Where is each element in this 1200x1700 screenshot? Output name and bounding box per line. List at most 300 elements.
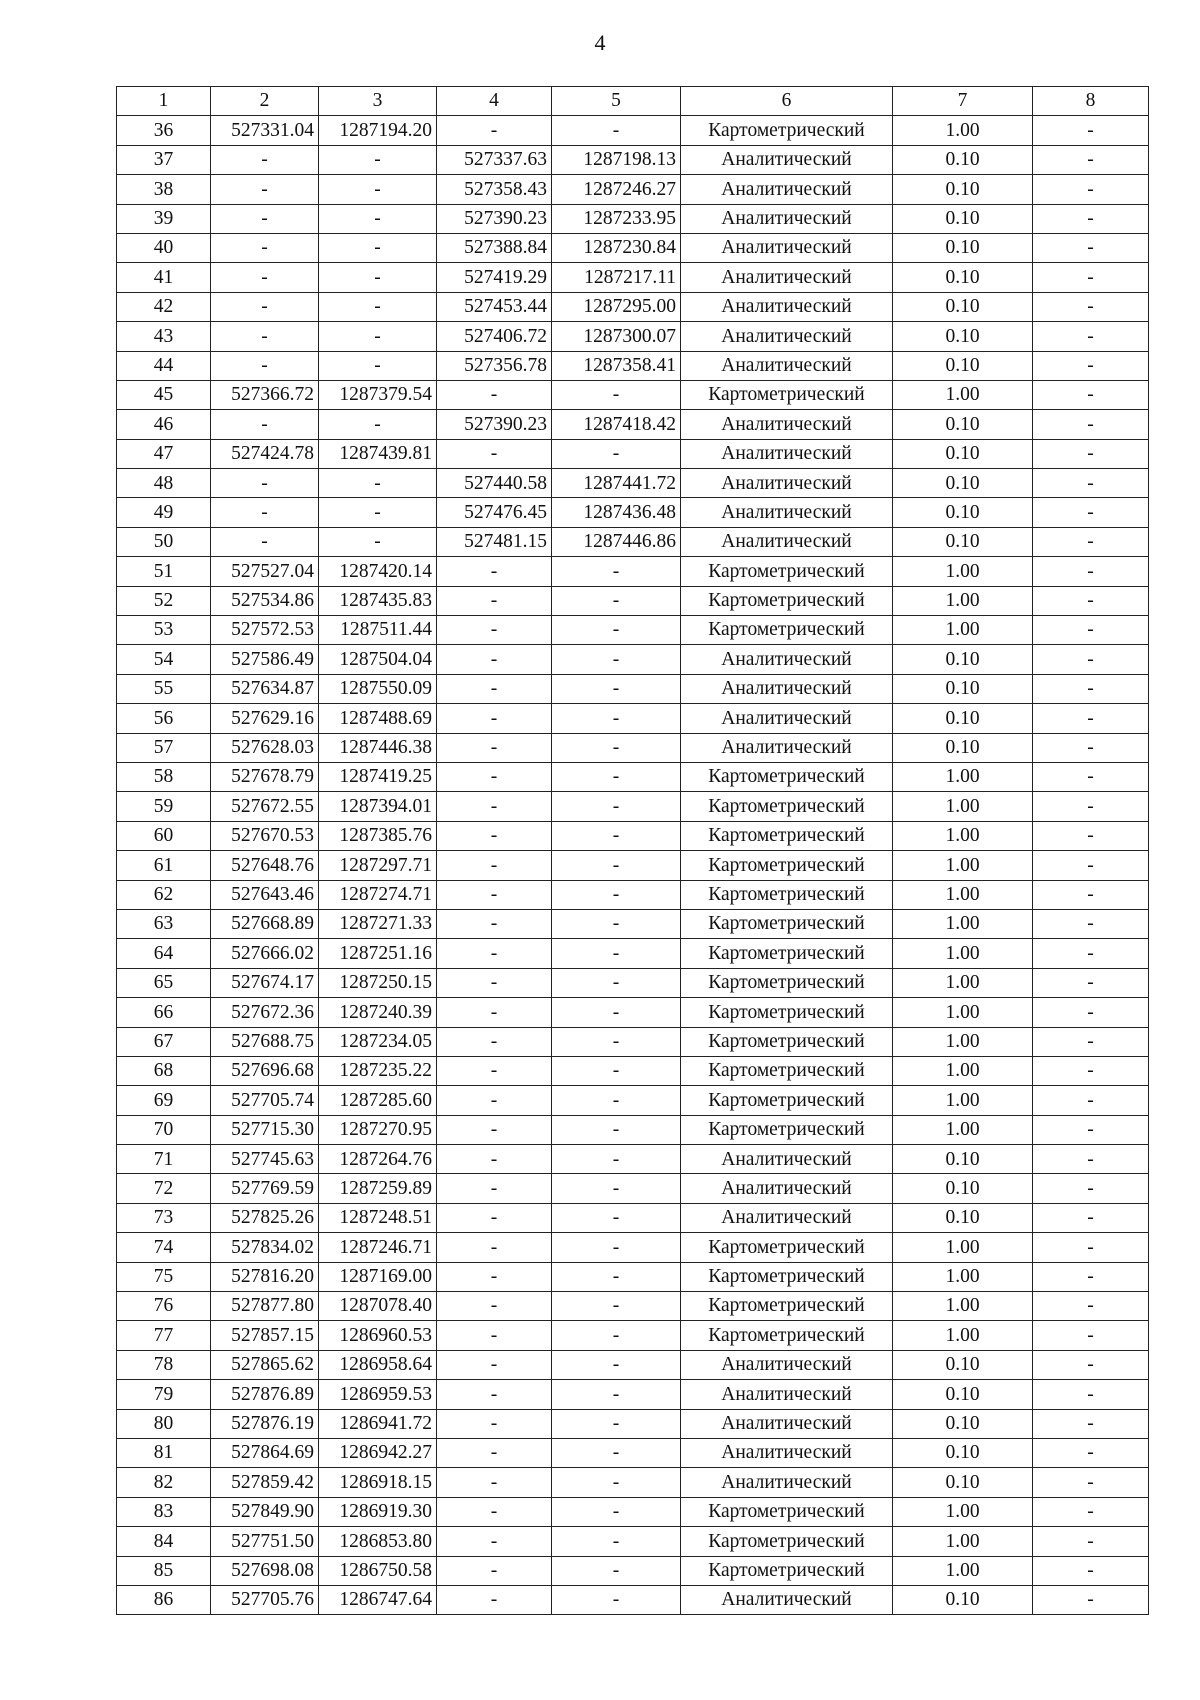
cell-point-number: 47 bbox=[117, 439, 211, 468]
table-row bbox=[117, 704, 1149, 733]
cell-note: - bbox=[1033, 292, 1149, 321]
cell-x-coord-existing: 527628.03 bbox=[211, 733, 319, 762]
cell-method: Аналитический bbox=[681, 645, 893, 674]
cell-y-coord-existing: 1287264.76 bbox=[319, 1145, 437, 1174]
table-row bbox=[117, 498, 1149, 527]
cell-method: Картометрический bbox=[681, 1556, 893, 1585]
cell-accuracy: 0.10 bbox=[893, 645, 1033, 674]
cell-method: Аналитический bbox=[681, 292, 893, 321]
cell-note: - bbox=[1033, 1556, 1149, 1585]
cell-x-coord-existing: 527629.16 bbox=[211, 704, 319, 733]
table-row bbox=[117, 439, 1149, 468]
cell-method: Картометрический bbox=[681, 1086, 893, 1115]
cell-accuracy: 0.10 bbox=[893, 233, 1033, 262]
cell-x-coord-existing: 527534.86 bbox=[211, 586, 319, 615]
cell-x-coord-existing: 527668.89 bbox=[211, 909, 319, 938]
cell-note: - bbox=[1033, 204, 1149, 233]
cell-method: Аналитический bbox=[681, 733, 893, 762]
cell-y-coord-existing: 1287379.54 bbox=[319, 380, 437, 409]
cell-note: - bbox=[1033, 351, 1149, 380]
cell-method: Картометрический bbox=[681, 1497, 893, 1526]
cell-x-coord-new: - bbox=[437, 1086, 552, 1115]
cell-accuracy: 1.00 bbox=[893, 380, 1033, 409]
table-row bbox=[117, 880, 1149, 909]
cell-point-number: 59 bbox=[117, 792, 211, 821]
cell-accuracy: 1.00 bbox=[893, 998, 1033, 1027]
cell-y-coord-existing: 1287394.01 bbox=[319, 792, 437, 821]
cell-y-coord-existing: 1287271.33 bbox=[319, 909, 437, 938]
cell-x-coord-existing: 527849.90 bbox=[211, 1497, 319, 1526]
cell-x-coord-new: - bbox=[437, 762, 552, 791]
cell-method: Картометрический bbox=[681, 909, 893, 938]
cell-accuracy: 1.00 bbox=[893, 1086, 1033, 1115]
cell-note: - bbox=[1033, 1027, 1149, 1056]
cell-y-coord-existing: - bbox=[319, 263, 437, 292]
cell-point-number: 58 bbox=[117, 762, 211, 791]
cell-y-coord-new: - bbox=[552, 1086, 681, 1115]
cell-x-coord-new: - bbox=[437, 439, 552, 468]
cell-note: - bbox=[1033, 469, 1149, 498]
cell-y-coord-new: - bbox=[552, 1203, 681, 1232]
cell-note: - bbox=[1033, 1321, 1149, 1350]
cell-x-coord-new: - bbox=[437, 1174, 552, 1203]
table-body bbox=[117, 116, 1149, 1615]
cell-accuracy: 0.10 bbox=[893, 263, 1033, 292]
cell-y-coord-new: - bbox=[552, 1233, 681, 1262]
cell-x-coord-new: - bbox=[437, 1497, 552, 1526]
cell-point-number: 57 bbox=[117, 733, 211, 762]
cell-y-coord-existing: 1287169.00 bbox=[319, 1262, 437, 1291]
cell-note: - bbox=[1033, 645, 1149, 674]
cell-y-coord-existing: 1286959.53 bbox=[319, 1380, 437, 1409]
cell-x-coord-new: - bbox=[437, 1203, 552, 1232]
cell-y-coord-existing: 1287270.95 bbox=[319, 1115, 437, 1144]
cell-x-coord-new: - bbox=[437, 1380, 552, 1409]
cell-y-coord-existing: 1287274.71 bbox=[319, 880, 437, 909]
cell-note: - bbox=[1033, 527, 1149, 556]
cell-y-coord-new: - bbox=[552, 1556, 681, 1585]
cell-point-number: 53 bbox=[117, 616, 211, 645]
cell-accuracy: 0.10 bbox=[893, 1585, 1033, 1614]
cell-note: - bbox=[1033, 586, 1149, 615]
table-row bbox=[117, 909, 1149, 938]
cell-x-coord-new: - bbox=[437, 968, 552, 997]
cell-x-coord-existing: - bbox=[211, 292, 319, 321]
cell-x-coord-new: - bbox=[437, 1027, 552, 1056]
cell-y-coord-new: 1287230.84 bbox=[552, 233, 681, 262]
cell-method: Картометрический bbox=[681, 616, 893, 645]
cell-point-number: 86 bbox=[117, 1585, 211, 1614]
cell-y-coord-existing: 1286747.64 bbox=[319, 1585, 437, 1614]
cell-y-coord-existing: 1287504.04 bbox=[319, 645, 437, 674]
cell-y-coord-new: - bbox=[552, 939, 681, 968]
cell-note: - bbox=[1033, 880, 1149, 909]
cell-method: Аналитический bbox=[681, 175, 893, 204]
cell-x-coord-new: - bbox=[437, 1115, 552, 1144]
table-row bbox=[117, 1027, 1149, 1056]
cell-point-number: 49 bbox=[117, 498, 211, 527]
page-number: 4 bbox=[594, 30, 606, 55]
table-row bbox=[117, 645, 1149, 674]
cell-y-coord-existing: 1286941.72 bbox=[319, 1409, 437, 1438]
cell-accuracy: 1.00 bbox=[893, 616, 1033, 645]
cell-y-coord-new: 1287295.00 bbox=[552, 292, 681, 321]
cell-x-coord-existing: 527674.17 bbox=[211, 968, 319, 997]
cell-x-coord-new: 527481.15 bbox=[437, 527, 552, 556]
cell-note: - bbox=[1033, 116, 1149, 145]
cell-x-coord-existing: 527877.80 bbox=[211, 1292, 319, 1321]
cell-note: - bbox=[1033, 557, 1149, 586]
cell-x-coord-new: - bbox=[437, 909, 552, 938]
cell-y-coord-new: - bbox=[552, 1468, 681, 1497]
cell-x-coord-existing: 527857.15 bbox=[211, 1321, 319, 1350]
cell-method: Аналитический bbox=[681, 674, 893, 703]
cell-point-number: 76 bbox=[117, 1292, 211, 1321]
cell-x-coord-existing: 527670.53 bbox=[211, 821, 319, 850]
cell-accuracy: 0.10 bbox=[893, 704, 1033, 733]
cell-accuracy: 1.00 bbox=[893, 1321, 1033, 1350]
cell-note: - bbox=[1033, 733, 1149, 762]
cell-method: Аналитический bbox=[681, 410, 893, 439]
cell-accuracy: 1.00 bbox=[893, 1262, 1033, 1291]
cell-x-coord-existing: 527672.55 bbox=[211, 792, 319, 821]
cell-y-coord-new: - bbox=[552, 439, 681, 468]
table-row bbox=[117, 1556, 1149, 1585]
cell-method: Картометрический bbox=[681, 880, 893, 909]
cell-y-coord-new: - bbox=[552, 1174, 681, 1203]
cell-y-coord-existing: 1287078.40 bbox=[319, 1292, 437, 1321]
cell-point-number: 71 bbox=[117, 1145, 211, 1174]
cell-method: Аналитический bbox=[681, 204, 893, 233]
cell-note: - bbox=[1033, 175, 1149, 204]
column-header-6: 6 bbox=[681, 87, 893, 116]
cell-method: Аналитический bbox=[681, 263, 893, 292]
cell-y-coord-new: - bbox=[552, 968, 681, 997]
cell-point-number: 38 bbox=[117, 175, 211, 204]
cell-x-coord-existing: - bbox=[211, 145, 319, 174]
cell-x-coord-new: - bbox=[437, 1438, 552, 1467]
cell-y-coord-new: - bbox=[552, 1321, 681, 1350]
table-row bbox=[117, 527, 1149, 556]
cell-accuracy: 1.00 bbox=[893, 851, 1033, 880]
cell-method: Аналитический bbox=[681, 439, 893, 468]
cell-point-number: 72 bbox=[117, 1174, 211, 1203]
column-header-5: 5 bbox=[552, 87, 681, 116]
cell-note: - bbox=[1033, 410, 1149, 439]
cell-x-coord-existing: 527769.59 bbox=[211, 1174, 319, 1203]
cell-accuracy: 1.00 bbox=[893, 762, 1033, 791]
table-row bbox=[117, 1497, 1149, 1526]
cell-x-coord-new: - bbox=[437, 645, 552, 674]
cell-note: - bbox=[1033, 1262, 1149, 1291]
cell-note: - bbox=[1033, 674, 1149, 703]
cell-y-coord-existing: 1287550.09 bbox=[319, 674, 437, 703]
table-row bbox=[117, 851, 1149, 880]
cell-y-coord-new: - bbox=[552, 1380, 681, 1409]
cell-y-coord-existing: 1287285.60 bbox=[319, 1086, 437, 1115]
cell-accuracy: 1.00 bbox=[893, 1527, 1033, 1556]
cell-method: Аналитический bbox=[681, 498, 893, 527]
table-row bbox=[117, 1115, 1149, 1144]
table-header-row bbox=[117, 87, 1149, 116]
cell-x-coord-existing: - bbox=[211, 469, 319, 498]
cell-y-coord-existing: 1286960.53 bbox=[319, 1321, 437, 1350]
cell-y-coord-new: 1287446.86 bbox=[552, 527, 681, 556]
cell-point-number: 36 bbox=[117, 116, 211, 145]
cell-note: - bbox=[1033, 1585, 1149, 1614]
cell-point-number: 50 bbox=[117, 527, 211, 556]
cell-method: Картометрический bbox=[681, 792, 893, 821]
cell-x-coord-new: - bbox=[437, 1292, 552, 1321]
cell-point-number: 54 bbox=[117, 645, 211, 674]
cell-point-number: 84 bbox=[117, 1527, 211, 1556]
cell-x-coord-existing: 527666.02 bbox=[211, 939, 319, 968]
cell-accuracy: 1.00 bbox=[893, 1497, 1033, 1526]
cell-x-coord-existing: 527572.53 bbox=[211, 616, 319, 645]
cell-point-number: 73 bbox=[117, 1203, 211, 1232]
cell-method: Аналитический bbox=[681, 1380, 893, 1409]
cell-y-coord-new: - bbox=[552, 851, 681, 880]
table-row bbox=[117, 998, 1149, 1027]
cell-point-number: 60 bbox=[117, 821, 211, 850]
table-row bbox=[117, 380, 1149, 409]
cell-y-coord-existing: - bbox=[319, 175, 437, 204]
cell-accuracy: 0.10 bbox=[893, 351, 1033, 380]
cell-x-coord-new: 527358.43 bbox=[437, 175, 552, 204]
cell-x-coord-existing: 527586.49 bbox=[211, 645, 319, 674]
cell-y-coord-existing: 1287194.20 bbox=[319, 116, 437, 145]
cell-y-coord-new: - bbox=[552, 1262, 681, 1291]
cell-x-coord-existing: 527876.89 bbox=[211, 1380, 319, 1409]
table-row bbox=[117, 233, 1149, 262]
cell-accuracy: 0.10 bbox=[893, 469, 1033, 498]
cell-note: - bbox=[1033, 1468, 1149, 1497]
cell-y-coord-new: - bbox=[552, 880, 681, 909]
cell-x-coord-existing: - bbox=[211, 410, 319, 439]
cell-accuracy: 0.10 bbox=[893, 322, 1033, 351]
cell-x-coord-existing: 527634.87 bbox=[211, 674, 319, 703]
cell-point-number: 48 bbox=[117, 469, 211, 498]
cell-x-coord-existing: 527715.30 bbox=[211, 1115, 319, 1144]
cell-method: Аналитический bbox=[681, 233, 893, 262]
cell-accuracy: 1.00 bbox=[893, 1292, 1033, 1321]
cell-y-coord-new: - bbox=[552, 1115, 681, 1144]
cell-point-number: 52 bbox=[117, 586, 211, 615]
cell-x-coord-new: - bbox=[437, 1145, 552, 1174]
cell-y-coord-new: - bbox=[552, 1027, 681, 1056]
table-row bbox=[117, 1292, 1149, 1321]
cell-method: Картометрический bbox=[681, 1527, 893, 1556]
cell-accuracy: 1.00 bbox=[893, 880, 1033, 909]
table-row bbox=[117, 1233, 1149, 1262]
cell-accuracy: 0.10 bbox=[893, 527, 1033, 556]
cell-y-coord-existing: - bbox=[319, 145, 437, 174]
cell-x-coord-new: - bbox=[437, 557, 552, 586]
cell-point-number: 78 bbox=[117, 1350, 211, 1379]
cell-x-coord-existing: 527751.50 bbox=[211, 1527, 319, 1556]
cell-x-coord-existing: 527745.63 bbox=[211, 1145, 319, 1174]
cell-accuracy: 1.00 bbox=[893, 939, 1033, 968]
cell-x-coord-new: - bbox=[437, 1527, 552, 1556]
column-header-1: 1 bbox=[117, 87, 211, 116]
cell-y-coord-existing: - bbox=[319, 233, 437, 262]
cell-x-coord-existing: 527643.46 bbox=[211, 880, 319, 909]
cell-point-number: 39 bbox=[117, 204, 211, 233]
table-row bbox=[117, 1350, 1149, 1379]
cell-method: Картометрический bbox=[681, 1262, 893, 1291]
column-header-2: 2 bbox=[211, 87, 319, 116]
cell-x-coord-new: - bbox=[437, 380, 552, 409]
cell-y-coord-new: - bbox=[552, 380, 681, 409]
cell-y-coord-existing: 1287419.25 bbox=[319, 762, 437, 791]
table-row bbox=[117, 292, 1149, 321]
cell-x-coord-existing: 527366.72 bbox=[211, 380, 319, 409]
cell-note: - bbox=[1033, 762, 1149, 791]
cell-y-coord-new: - bbox=[552, 1527, 681, 1556]
cell-y-coord-new: 1287300.07 bbox=[552, 322, 681, 351]
cell-x-coord-existing: 527527.04 bbox=[211, 557, 319, 586]
cell-y-coord-existing: - bbox=[319, 527, 437, 556]
cell-y-coord-new: - bbox=[552, 909, 681, 938]
cell-y-coord-existing: - bbox=[319, 292, 437, 321]
cell-note: - bbox=[1033, 821, 1149, 850]
coordinates-table bbox=[116, 86, 1149, 1615]
cell-note: - bbox=[1033, 1350, 1149, 1379]
cell-point-number: 42 bbox=[117, 292, 211, 321]
cell-y-coord-existing: 1287420.14 bbox=[319, 557, 437, 586]
cell-accuracy: 1.00 bbox=[893, 1115, 1033, 1144]
cell-method: Аналитический bbox=[681, 1409, 893, 1438]
table-row bbox=[117, 733, 1149, 762]
cell-x-coord-new: - bbox=[437, 851, 552, 880]
cell-method: Аналитический bbox=[681, 1468, 893, 1497]
cell-x-coord-existing: 527705.74 bbox=[211, 1086, 319, 1115]
cell-x-coord-existing: 527825.26 bbox=[211, 1203, 319, 1232]
cell-y-coord-existing: 1287511.44 bbox=[319, 616, 437, 645]
cell-x-coord-existing: - bbox=[211, 263, 319, 292]
cell-x-coord-existing: 527705.76 bbox=[211, 1585, 319, 1614]
table-row bbox=[117, 1438, 1149, 1467]
cell-x-coord-new: - bbox=[437, 586, 552, 615]
cell-y-coord-existing: - bbox=[319, 322, 437, 351]
cell-accuracy: 0.10 bbox=[893, 439, 1033, 468]
table-row bbox=[117, 1468, 1149, 1497]
table-row bbox=[117, 762, 1149, 791]
cell-note: - bbox=[1033, 1438, 1149, 1467]
cell-method: Картометрический bbox=[681, 557, 893, 586]
cell-y-coord-new: - bbox=[552, 116, 681, 145]
cell-note: - bbox=[1033, 616, 1149, 645]
table-row bbox=[117, 1321, 1149, 1350]
cell-x-coord-existing: - bbox=[211, 175, 319, 204]
cell-point-number: 66 bbox=[117, 998, 211, 1027]
column-header-4: 4 bbox=[437, 87, 552, 116]
cell-note: - bbox=[1033, 1174, 1149, 1203]
cell-note: - bbox=[1033, 968, 1149, 997]
cell-y-coord-new: 1287358.41 bbox=[552, 351, 681, 380]
cell-x-coord-new: - bbox=[437, 1409, 552, 1438]
cell-y-coord-existing: 1287234.05 bbox=[319, 1027, 437, 1056]
cell-accuracy: 0.10 bbox=[893, 1409, 1033, 1438]
cell-y-coord-existing: - bbox=[319, 410, 437, 439]
cell-note: - bbox=[1033, 263, 1149, 292]
table-row bbox=[117, 821, 1149, 850]
cell-point-number: 46 bbox=[117, 410, 211, 439]
cell-note: - bbox=[1033, 1086, 1149, 1115]
cell-method: Аналитический bbox=[681, 1438, 893, 1467]
cell-note: - bbox=[1033, 380, 1149, 409]
cell-y-coord-existing: 1287248.51 bbox=[319, 1203, 437, 1232]
cell-y-coord-new: - bbox=[552, 821, 681, 850]
table-row bbox=[117, 263, 1149, 292]
cell-y-coord-new: 1287246.27 bbox=[552, 175, 681, 204]
cell-y-coord-existing: - bbox=[319, 351, 437, 380]
cell-y-coord-existing: 1287488.69 bbox=[319, 704, 437, 733]
cell-x-coord-existing: - bbox=[211, 498, 319, 527]
cell-point-number: 68 bbox=[117, 1056, 211, 1085]
cell-method: Аналитический bbox=[681, 322, 893, 351]
table-row bbox=[117, 616, 1149, 645]
cell-x-coord-new: - bbox=[437, 821, 552, 850]
table-row bbox=[117, 674, 1149, 703]
cell-accuracy: 0.10 bbox=[893, 1350, 1033, 1379]
cell-x-coord-new: 527337.63 bbox=[437, 145, 552, 174]
cell-x-coord-new: 527419.29 bbox=[437, 263, 552, 292]
column-header-8: 8 bbox=[1033, 87, 1149, 116]
cell-point-number: 51 bbox=[117, 557, 211, 586]
cell-point-number: 45 bbox=[117, 380, 211, 409]
cell-y-coord-new: - bbox=[552, 1497, 681, 1526]
cell-note: - bbox=[1033, 1409, 1149, 1438]
cell-y-coord-new: 1287436.48 bbox=[552, 498, 681, 527]
cell-accuracy: 0.10 bbox=[893, 1380, 1033, 1409]
cell-x-coord-new: - bbox=[437, 998, 552, 1027]
cell-x-coord-new: 527406.72 bbox=[437, 322, 552, 351]
cell-note: - bbox=[1033, 851, 1149, 880]
cell-note: - bbox=[1033, 322, 1149, 351]
table-row bbox=[117, 175, 1149, 204]
table-row bbox=[117, 1056, 1149, 1085]
table-row bbox=[117, 792, 1149, 821]
cell-x-coord-existing: 527678.79 bbox=[211, 762, 319, 791]
table-row bbox=[117, 116, 1149, 145]
cell-y-coord-new: - bbox=[552, 616, 681, 645]
cell-x-coord-new: - bbox=[437, 1262, 552, 1291]
cell-y-coord-new: - bbox=[552, 674, 681, 703]
cell-x-coord-new: - bbox=[437, 1233, 552, 1262]
cell-y-coord-existing: - bbox=[319, 469, 437, 498]
cell-accuracy: 0.10 bbox=[893, 1174, 1033, 1203]
cell-x-coord-existing: 527698.08 bbox=[211, 1556, 319, 1585]
cell-x-coord-new: - bbox=[437, 1468, 552, 1497]
cell-y-coord-existing: 1286918.15 bbox=[319, 1468, 437, 1497]
cell-point-number: 61 bbox=[117, 851, 211, 880]
cell-point-number: 75 bbox=[117, 1262, 211, 1291]
cell-method: Картометрический bbox=[681, 1027, 893, 1056]
cell-y-coord-new: 1287418.42 bbox=[552, 410, 681, 439]
cell-x-coord-existing: - bbox=[211, 233, 319, 262]
table-row bbox=[117, 1145, 1149, 1174]
cell-y-coord-new: - bbox=[552, 1350, 681, 1379]
cell-x-coord-existing: 527648.76 bbox=[211, 851, 319, 880]
cell-method: Картометрический bbox=[681, 968, 893, 997]
cell-point-number: 74 bbox=[117, 1233, 211, 1262]
cell-accuracy: 1.00 bbox=[893, 1233, 1033, 1262]
cell-x-coord-new: - bbox=[437, 792, 552, 821]
table-row bbox=[117, 968, 1149, 997]
cell-y-coord-existing: 1287250.15 bbox=[319, 968, 437, 997]
cell-point-number: 40 bbox=[117, 233, 211, 262]
